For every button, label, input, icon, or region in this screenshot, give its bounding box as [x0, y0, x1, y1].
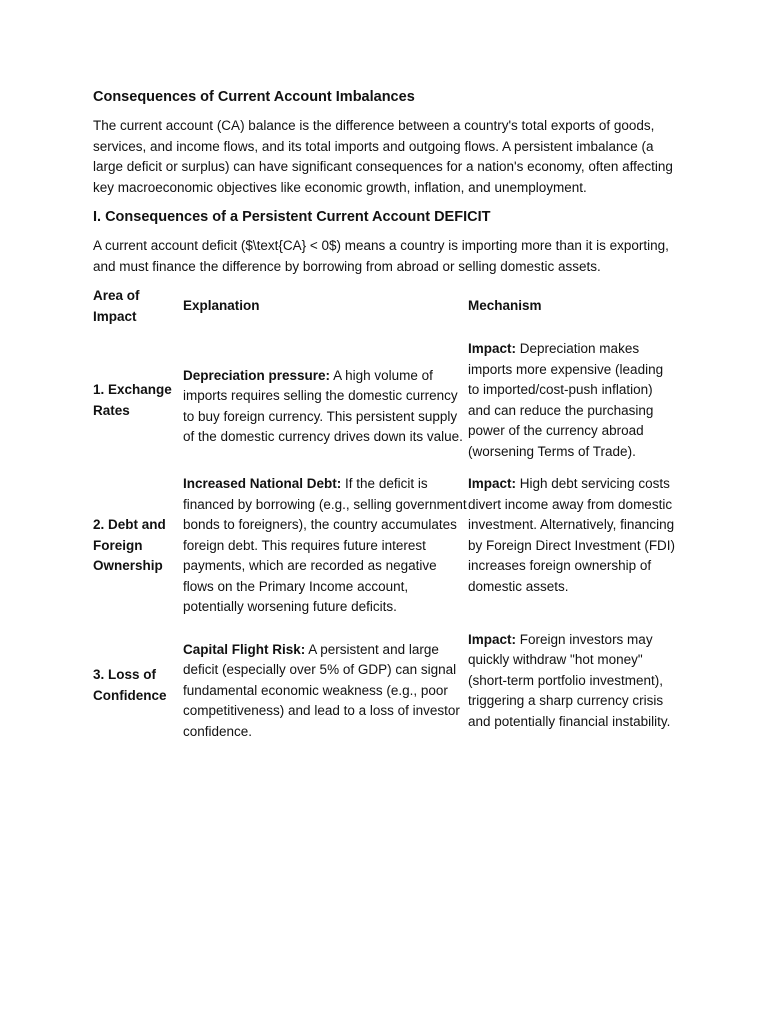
document-page	[93, 87, 678, 754]
mechanism-cell	[468, 474, 678, 630]
table-row	[93, 339, 678, 474]
table-header-row	[93, 286, 678, 339]
explanation-cell	[183, 474, 468, 630]
mechanism-lead: Impact:	[468, 631, 517, 647]
mechanism-text: High debt servicing costs divert income away from domestic investment. Alternatively, financing by Foreign Direct Investment (FDI) increases foreign ownership of domestic assets.	[468, 476, 676, 594]
mechanism-cell	[468, 630, 678, 755]
header-explanation: Explanation	[183, 298, 260, 314]
explanation-text: A high volume of imports requires selling the domestic currency to buy foreign currency. This persistent supply of the domestic currency drives down its value.	[183, 367, 463, 444]
explanation-cell	[183, 630, 468, 755]
document-title: Consequences of Current Account Imbalances	[93, 89, 415, 105]
mechanism-lead: Impact:	[468, 476, 517, 491]
mechanism-text: Depreciation makes imports more expensive (leading to imported/cost-push inflation) and can reduce the purchasing power of the currency abroad (worsening Terms of Trade).	[468, 341, 664, 459]
mechanism-lead: Impact:	[468, 341, 517, 356]
area-cell: 1. Exchange Rates	[93, 382, 172, 418]
header-area: Area of Impact	[93, 288, 140, 324]
area-cell: 2. Debt and Foreign Ownership	[93, 517, 166, 573]
explanation-lead: Capital Flight Risk:	[183, 641, 306, 657]
intro-paragraph: The current account (CA) balance is the difference between a country's total exports of goods, services, and income flows, and its total imports and outgoing flows. A persistent imbalance (a large deficit or surplus) can have significant consequences for a nation's economy, often affecting key macroeconomic objectives like economic growth, inflation, and unemployment.	[93, 118, 673, 195]
explanation-text: A persistent and large deficit (especially over 5% of GDP) can signal fundamental economic weakness (e.g., poor competitiveness) and lead to a loss of investor confidence.	[183, 641, 460, 739]
section-deficit-title: I. Consequences of a Persistent Current Account DEFICIT	[93, 209, 491, 225]
area-cell: 3. Loss of Confidence	[93, 667, 167, 703]
mechanism-text: Foreign investors may quickly withdraw "hot money" (short-term portfolio investment), triggering a sharp currency crisis and potentially financial instability.	[468, 631, 671, 729]
table-row	[93, 474, 678, 630]
explanation-lead: Depreciation pressure:	[183, 367, 331, 383]
explanation-lead: Increased National Debt:	[183, 476, 342, 491]
explanation-cell	[183, 339, 468, 474]
mechanism-cell	[468, 339, 678, 474]
section-deficit-intro: A current account deficit ($\text{CA} < 0$) means a country is importing more than it is exporting, and must finance the difference by borrowing from abroad or selling domestic assets.	[93, 238, 669, 274]
impact-table	[93, 286, 678, 754]
table-row	[93, 630, 678, 755]
explanation-text: If the deficit is financed by borrowing (e.g., selling government bonds to foreigners), the country accumulates foreign debt. This requires future interest payments, which are recorded as negative flows on the Primary Income account, potentially worsening future deficits.	[183, 476, 467, 614]
header-mechanism: Mechanism	[468, 298, 542, 314]
